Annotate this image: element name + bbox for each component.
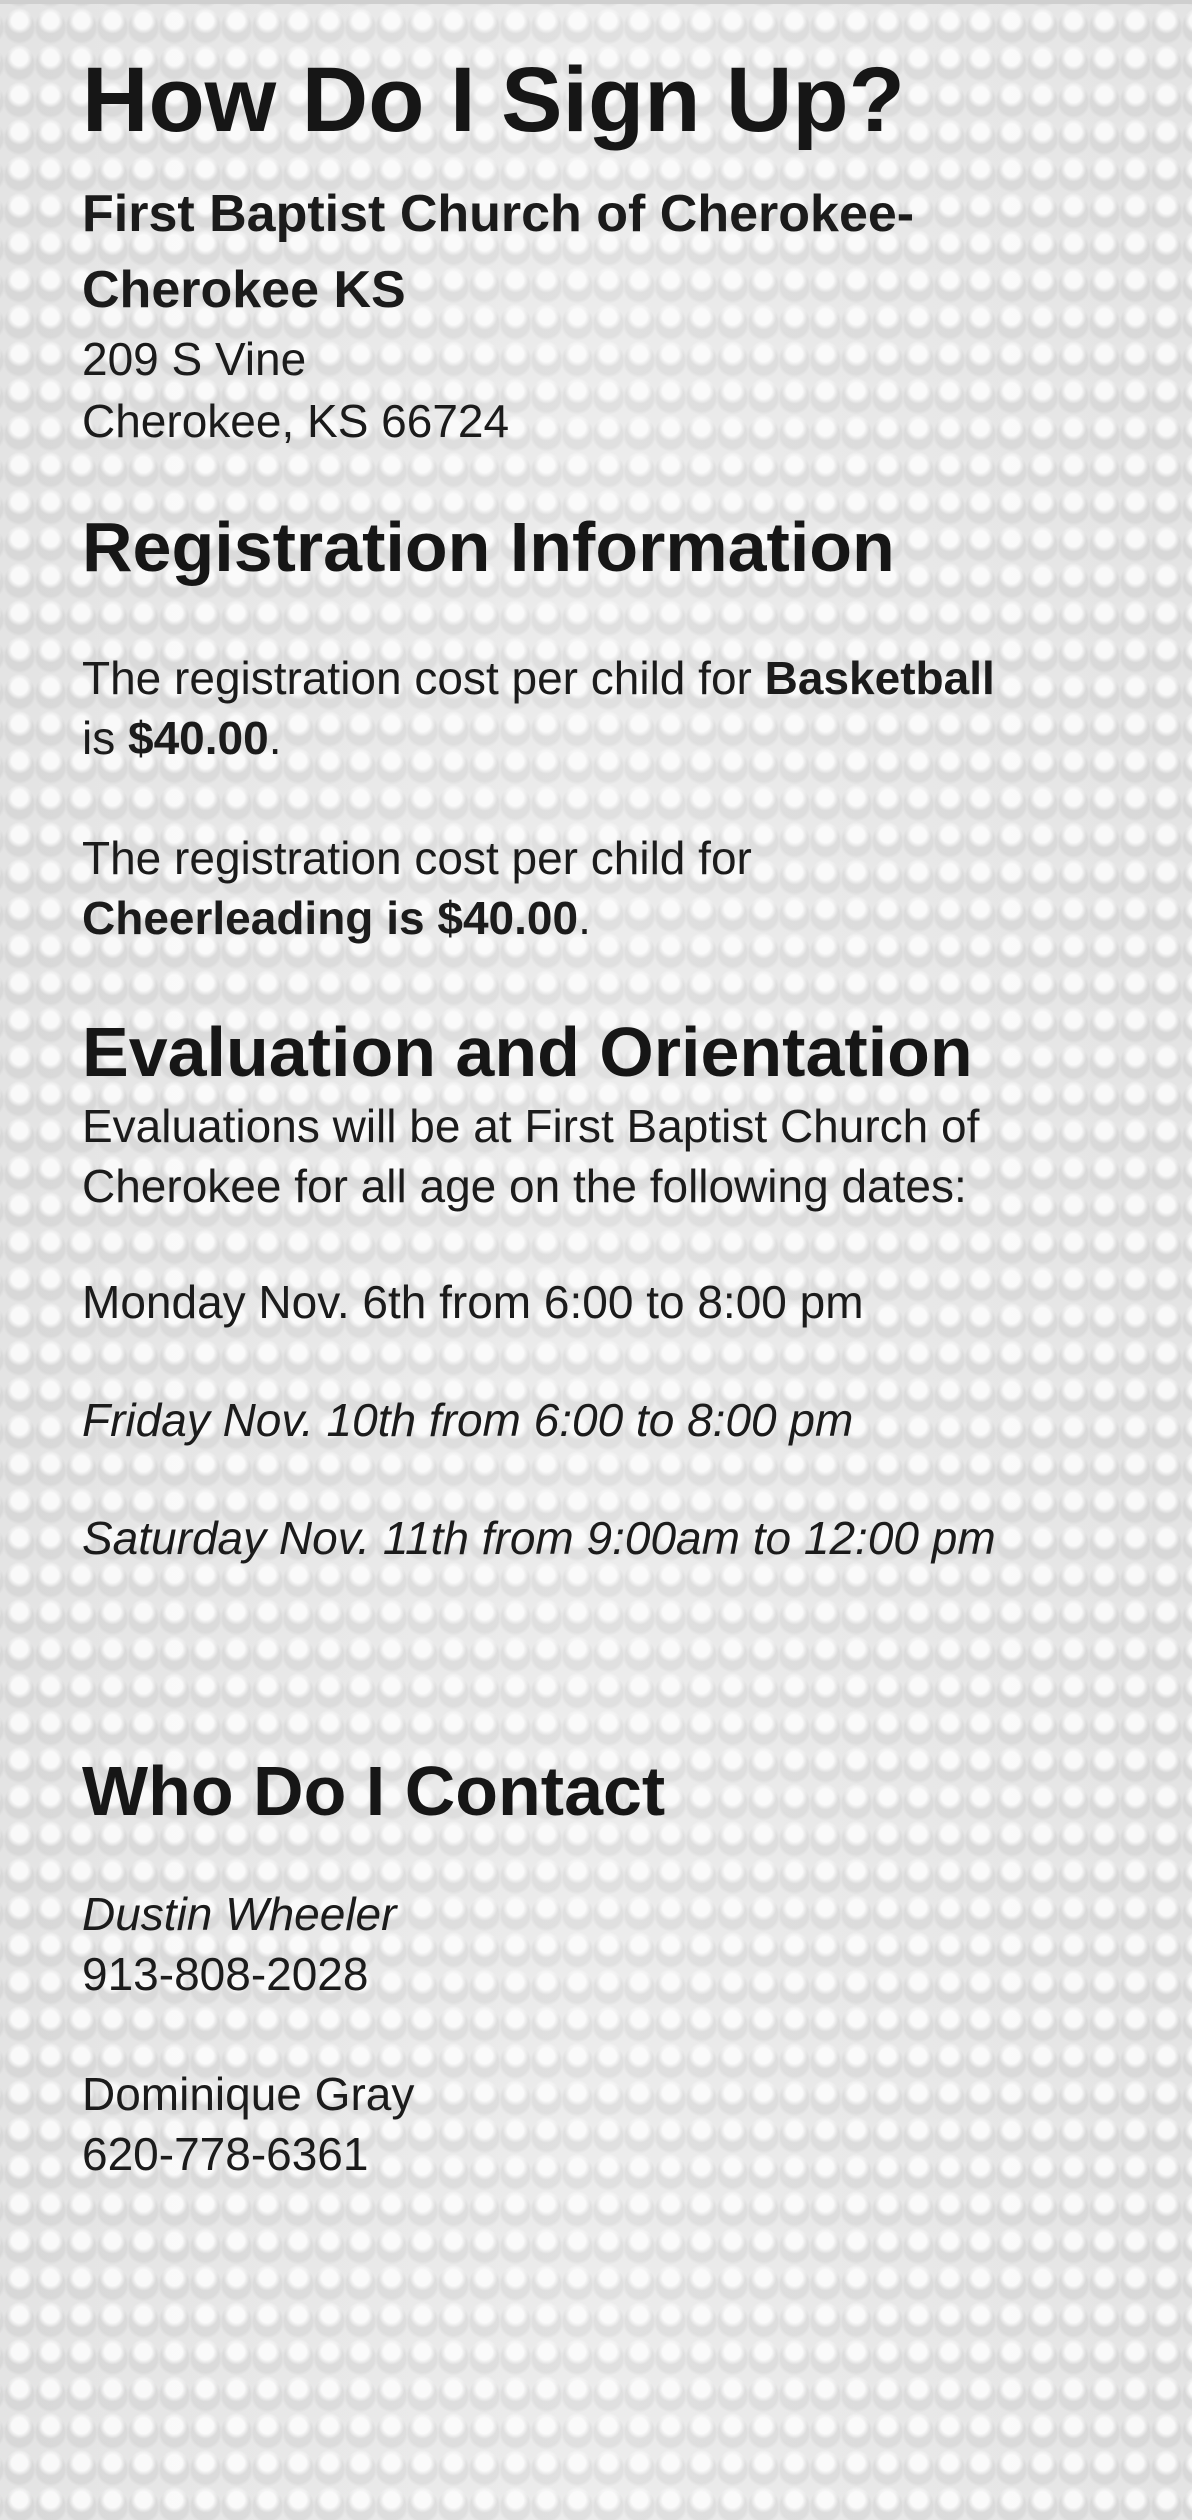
- basketball-sport-label: Basketball: [764, 652, 995, 704]
- cheerleading-cost-prefix: The registration cost per child for: [82, 832, 752, 884]
- cheerleading-sport-label: Cheerleading: [82, 892, 374, 944]
- evaluation-date-saturday: Saturday Nov. 11th from 9:00am to 12:00 pm: [82, 1512, 996, 1564]
- cheerleading-cost-text: [82, 828, 1162, 948]
- contact-phone: 913-808-2028: [82, 1948, 369, 2000]
- basketball-cost-suffix: .: [268, 712, 282, 764]
- contact-name: Dustin Wheeler: [82, 1888, 397, 1940]
- church-name-line1: First Baptist Church of Cherokee-: [82, 185, 915, 243]
- evaluation-intro-line2: Cherokee for all age on the following dates:: [82, 1160, 967, 1212]
- street-address: 209 S Vine: [82, 333, 307, 385]
- evaluation-heading: Evaluation and Orientation: [82, 1013, 973, 1091]
- cheerleading-cost-mid: is: [373, 892, 438, 944]
- contact-entry: [82, 1884, 1162, 2004]
- evaluation-date-friday: Friday Nov. 10th from 6:00 to 8:00 pm: [82, 1394, 854, 1446]
- contact-name: Dominique Gray: [82, 2068, 415, 2120]
- contact-heading: Who Do I Contact: [82, 1752, 666, 1830]
- church-name: [82, 176, 1162, 328]
- basketball-price: $40.00: [128, 712, 269, 764]
- page-title: How Do I Sign Up?: [82, 49, 905, 151]
- evaluation-intro-line1: Evaluations will be at First Baptist Church of: [82, 1100, 980, 1152]
- basketball-cost-text: [82, 648, 1162, 768]
- basketball-cost-mid: is: [82, 712, 128, 764]
- church-name-line2: Cherokee KS: [82, 261, 406, 319]
- city-state-zip: Cherokee, KS 66724: [82, 395, 510, 447]
- registration-heading: Registration Information: [82, 508, 895, 586]
- evaluation-intro: [82, 1096, 1162, 1216]
- contact-entry: [82, 2064, 1162, 2184]
- basketball-cost-prefix: The registration cost per child for: [82, 652, 765, 704]
- contact-phone: 620-778-6361: [82, 2128, 369, 2180]
- church-address-block: [82, 176, 1162, 452]
- cheerleading-cost-suffix: .: [578, 892, 591, 944]
- cheerleading-price: $40.00: [437, 892, 579, 944]
- evaluation-date-monday: Monday Nov. 6th from 6:00 to 8:00 pm: [82, 1276, 864, 1328]
